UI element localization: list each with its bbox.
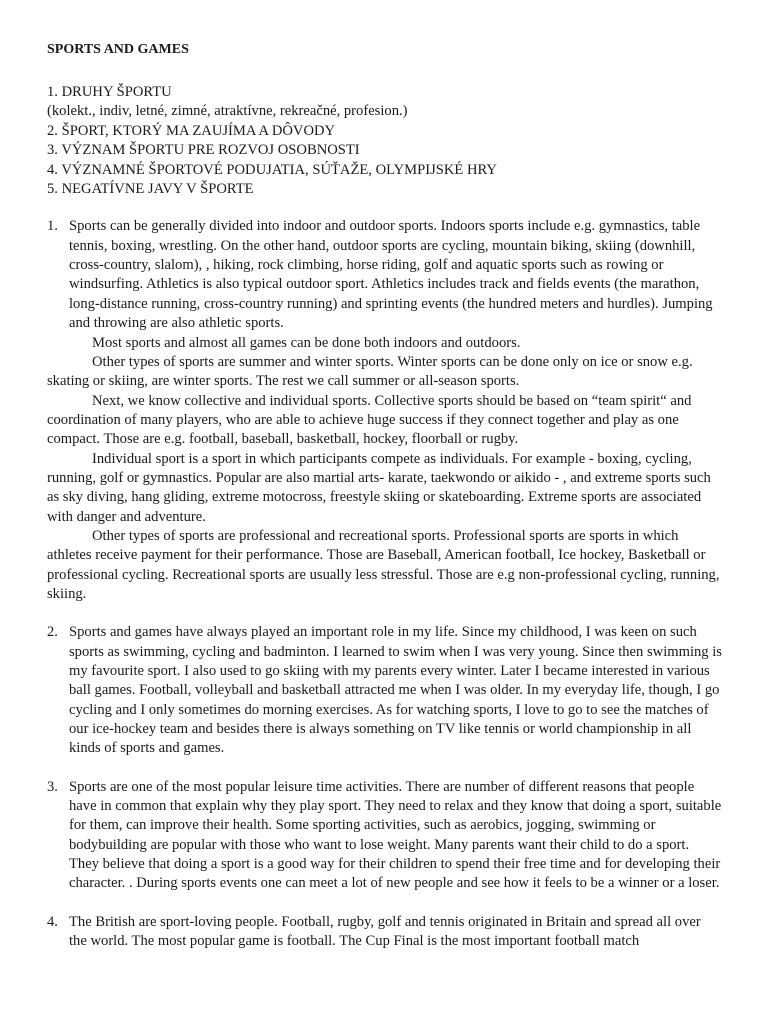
section-1 (47, 217, 722, 604)
topic-item: 5. NEGATÍVNE JAVY V ŠPORTE (47, 181, 254, 198)
section-paragraph: Other types of sports are professional and recreational sports. Professional sports are sports in which athletes receive payment for their performance. Those are Baseball, American football, Ice hockey, Basketball or professional cycling. Recreational sports are usually less stressful. Those are e.g non-professional cycling, running, skiing. (47, 527, 720, 602)
topic-item: 2. ŠPORT, KTORÝ MA ZAUJÍMA A DÔVODY (47, 122, 336, 139)
section-number: 4. (47, 913, 58, 930)
section-paragraph: Individual sport is a sport in which participants compete as individuals. For example - boxing, cycling, running, golf or gymnastics. Popular are also martial arts- karate, taekwondo or aikido - , and extreme sports such as sky diving, hang gliding, extreme motocross, freestyle skiing or skateboarding. Extreme sports are associated with danger and adventure. (47, 450, 711, 525)
section-number: 1. (47, 218, 58, 235)
section-paragraph: Sports and games have always played an important role in my life. Since my childhood, I was keen on such sports as swimming, cycling and badminton. I learned to swim when I was very young. Since then swimming is my favourite sport. I also used to go skiing with my parents every winter. Later I became interested in various ball games. Football, volleyball and basketball attracted me when I was older. In my everyday life, though, I go cycling and I only sometimes do morning exercises. As for watching sports, I love to go to see the matches of our ice-hockey team and besides there is always something on TV like tennis or world championship in all kinds of sports and games. (69, 624, 722, 757)
section-number: 3. (47, 778, 58, 795)
section-3 (47, 778, 722, 894)
section-paragraph: The British are sport-loving people. Football, rugby, golf and tennis originated in Britain and spread all over the world. The most popular game is football. The Cup Final is the most important football match (69, 913, 701, 950)
topic-item: 3. VÝZNAM ŠPORTU PRE ROZVOJ OSOBNOSTI (47, 142, 360, 159)
section-paragraph: Sports are one of the most popular leisure time activities. There are number of different reasons that people have in common that explain why they play sport. They need to relax and they know that doing a sport, suitable for them, can improve their health. Some sporting activities, such as aerobics, jogging, swimming or bodybuilding are popular with those who want to lose weight. Many parents want their child to do a sport. They believe that doing a sport is a good way for their children to spend their free time and for developing their character. . During sports events one can meet a lot of new people and see how it feels to be a winner or a loser. (69, 778, 722, 892)
document-title: SPORTS AND GAMES (47, 42, 189, 57)
topic-item: 4. VÝZNAMNÉ ŠPORTOVÉ PODUJATIA, SÚŤAŽE, OLYMPIJSKÉ HRY (47, 161, 497, 178)
section-paragraph: Most sports and almost all games can be done both indoors and outdoors. (92, 334, 521, 351)
topic-list (47, 83, 722, 199)
section-paragraph: Sports can be generally divided into indoor and outdoor sports. Indoors sports include e.g. gymnastics, table tennis, boxing, wrestling. On the other hand, outdoor sports are cycling, mountain biking, skiing (downhill, cross-country, slalom), , hiking, rock climbing, horse riding, golf and aquatic sports such as rowing or windsurfing. Athletics is also typical outdoor sport. Athletics includes track and fields events (the marathon, long-distance running, cross-country running) and sprinting events (the hundred meters and hurdles). Jumping and throwing are also athletic sports. (69, 218, 713, 332)
section-2 (47, 623, 722, 758)
section-4 (47, 913, 722, 952)
section-number: 2. (47, 624, 58, 641)
section-paragraph: Other types of sports are summer and winter sports. Winter sports can be done only on ice or snow e.g. skating or skiing, are winter sports. The rest we call summer or all-season sports. (47, 353, 693, 390)
document-page (47, 40, 722, 951)
topic-item: (kolekt., indiv, letné, zimné, atraktívne, rekreačné, profesion.) (47, 103, 408, 120)
topic-item: 1. DRUHY ŠPORTU (47, 84, 172, 100)
section-paragraph: Next, we know collective and individual sports. Collective sports should be based on “team spirit“ and coordination of many players, who are able to achieve huge success if they connect together and play as one compact. Those are e.g. football, baseball, basketball, hockey, floorball or rugby. (47, 392, 692, 448)
